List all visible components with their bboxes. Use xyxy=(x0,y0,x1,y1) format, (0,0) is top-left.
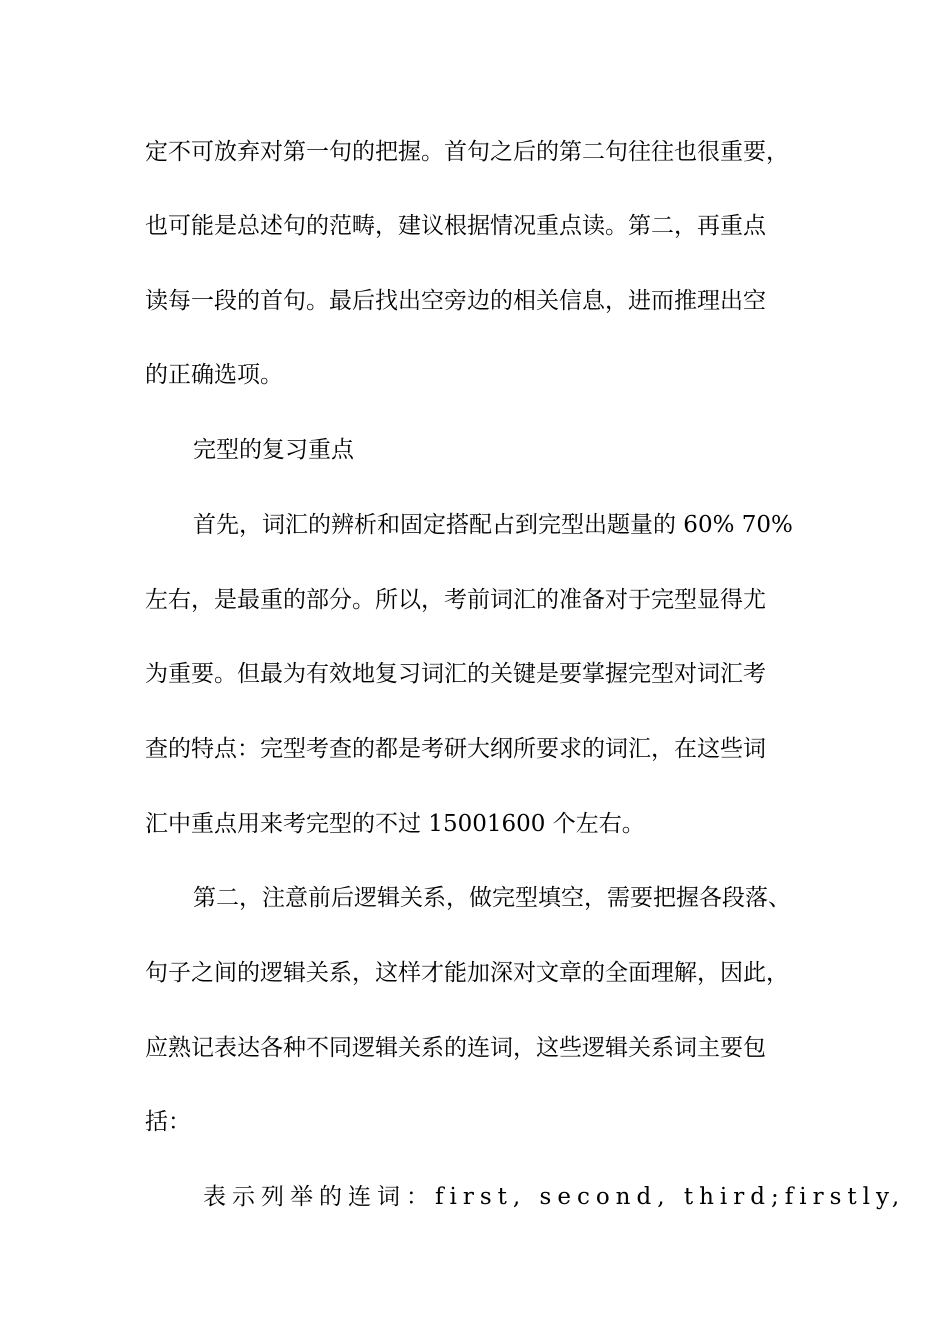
paragraph-line: 括： xyxy=(145,1109,191,1135)
paragraph-line: 表示列举的连词：first, second, third;firstly, xyxy=(203,1184,906,1210)
paragraph-line: 定不可放弃对第一句的把握。首句之后的第二句往往也很重要， xyxy=(145,139,789,165)
paragraph-line: 为重要。但最为有效地复习词汇的关键是要掌握完型对词汇考 xyxy=(145,661,766,687)
paragraph-line: 也可能是总述句的范畴，建议根据情况重点读。第二，再重点 xyxy=(145,213,766,239)
paragraph-line: 汇中重点用来考完型的不过 15001600 个左右。 xyxy=(145,811,645,837)
paragraph-line: 句子之间的逻辑关系，这样才能加深对文章的全面理解，因此， xyxy=(145,960,789,986)
paragraph-line: 读每一段的首句。最后找出空旁边的相关信息，进而推理出空 xyxy=(145,288,766,314)
paragraph-line: 左右，是最重的部分。所以，考前词汇的准备对于完型显得尤 xyxy=(145,587,766,613)
paragraph-line: 查的特点：完型考查的都是考研大纲所要求的词汇，在这些词 xyxy=(145,736,766,762)
paragraph-line: 第二，注意前后逻辑关系，做完型填空，需要把握各段落、 xyxy=(193,885,791,911)
section-heading: 完型的复习重点 xyxy=(193,437,354,463)
paragraph-line: 首先，词汇的辨析和固定搭配占到完型出题量的 60% 70% xyxy=(193,512,793,538)
paragraph-line: 应熟记表达各种不同逻辑关系的连词，这些逻辑关系词主要包 xyxy=(145,1035,766,1061)
paragraph-line: 的正确选项。 xyxy=(145,362,283,388)
